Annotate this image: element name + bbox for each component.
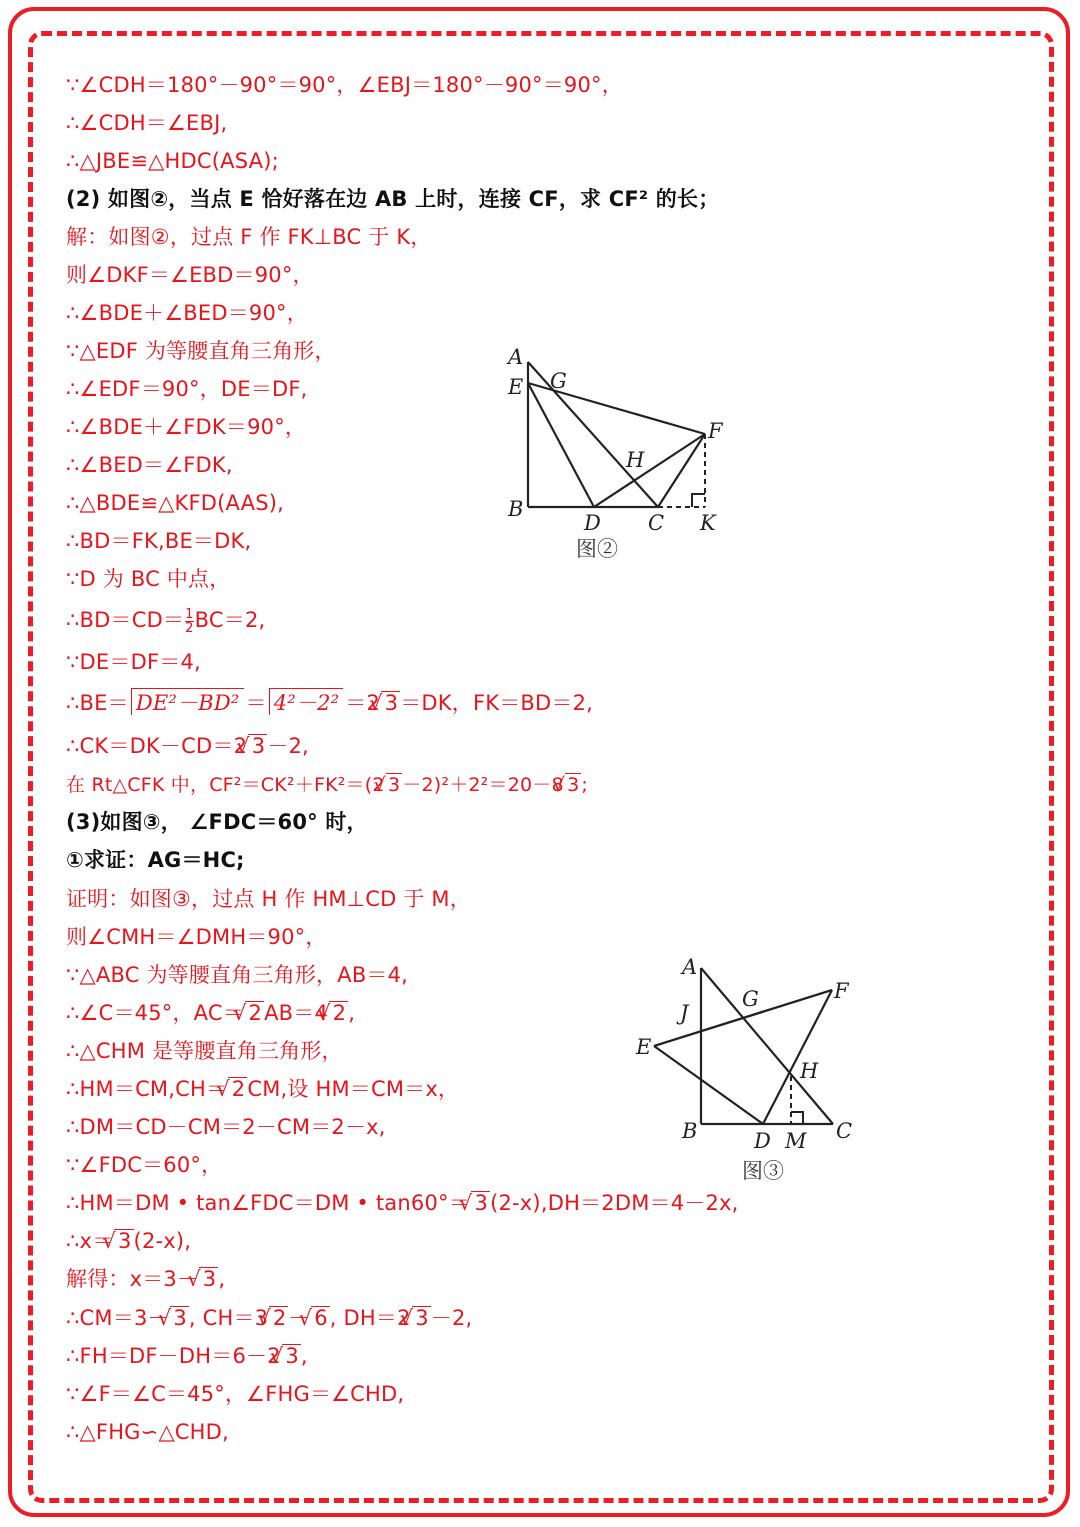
figure-3-caption: 图③: [742, 1159, 784, 1183]
label-D: D: [584, 511, 601, 535]
figure-2: [500, 340, 740, 565]
label-F: F: [834, 979, 849, 1003]
text-line: 则∠DKF＝∠EBD＝90°，: [66, 263, 314, 287]
text-line: ∵D 为 BC 中点，: [66, 567, 231, 591]
text-line: ∵∠CDH＝180°－90°＝90°，∠EBJ＝180°－90°＝90°，: [66, 73, 623, 97]
text-line: ∴FH＝DF－DH＝6－2√ 3,: [66, 1341, 308, 1371]
text-line: ∴HM＝CM,CH＝√ 2CM,设 HM＝CM＝x，: [66, 1074, 459, 1104]
text-line: 证明：如图③，过点 H 作 HM⊥CD 于 M，: [66, 887, 471, 911]
text-line: ∴BE＝ DE²－BD² ＝ 4²－2² ＝2√ 3＝DK，FK＝BD＝2,: [66, 688, 593, 718]
text-line: ∴∠EDF＝90°，DE＝DF,: [66, 377, 308, 401]
label-D: D: [754, 1129, 771, 1153]
label-C: C: [648, 511, 665, 535]
label-H: H: [800, 1059, 819, 1083]
label-G: G: [742, 987, 759, 1011]
label-E: E: [636, 1035, 652, 1059]
text-line: ∴△FHG∽△CHD,: [66, 1420, 229, 1444]
label-G: G: [550, 369, 567, 393]
text-line: ∴△CHM 是等腰直角三角形，: [66, 1039, 343, 1063]
label-H: H: [626, 448, 645, 472]
label-A: A: [682, 955, 698, 979]
text-line: ∵△ABC 为等腰直角三角形，AB＝4,: [66, 963, 409, 987]
question-3: (3)如图③， ∠FDC＝60° 时，: [66, 810, 368, 834]
text-line: ∴BD＝FK,BE＝DK,: [66, 529, 252, 553]
label-M: M: [785, 1129, 807, 1153]
text-line: 解：如图②，过点 F 作 FK⊥BC 于 K，: [66, 225, 432, 249]
text-line: ∴∠CDH＝∠EBJ,: [66, 111, 228, 135]
text-line: ∵△EDF 为等腰直角三角形，: [66, 339, 336, 363]
text-line: 在 Rt△CFK 中，CF²＝CK²＋FK²＝(2√ 3 －2)²＋2²＝20－8√ 3 ;: [66, 770, 588, 800]
label-C: C: [836, 1119, 853, 1143]
text-line: ∴∠C＝45°，AC＝√ 2AB＝4√ 2,: [66, 998, 355, 1028]
text-line: ∴△JBE≌△HDC(ASA);: [66, 149, 279, 173]
text-line: ∴x＝√ 3(2-x),: [66, 1226, 191, 1256]
text-line: ∵∠F＝∠C＝45°，∠FHG＝∠CHD,: [66, 1382, 405, 1406]
text-line: 则∠CMH＝∠DMH＝90°，: [66, 925, 327, 949]
figure-3: [630, 948, 870, 1188]
figure-2-caption: 图②: [576, 537, 618, 561]
text-line: ∴∠BDE＋∠FDK＝90°，: [66, 415, 307, 439]
text-line: ∴HM＝DM • tan∠FDC＝DM • tan60°＝√ 3(2-x),DH＝2DM＝4－2x,: [66, 1188, 739, 1218]
label-B: B: [508, 497, 524, 521]
label-J: J: [680, 1001, 689, 1025]
text-line: ∴BD＝CD＝ $\frac{1}{2}$ BC＝2,: [66, 606, 266, 636]
text-line: ∴CK＝DK－CD＝2√ 3－2,: [66, 731, 309, 761]
label-B: B: [682, 1119, 698, 1143]
label-A: A: [508, 345, 524, 369]
question-3-1: ①求证：AG＝HC;: [66, 848, 245, 872]
text-line: ∵∠FDC＝60°，: [66, 1153, 223, 1177]
label-E: E: [508, 375, 524, 399]
text-line: ∴CM＝3－√ 3, CH＝3√ 2－√ 6, DH＝2√ 3－2,: [66, 1303, 472, 1333]
label-K: K: [700, 511, 716, 535]
text-line: ∴∠BED＝∠FDK,: [66, 453, 233, 477]
text-line: ∴DM＝CD－CM＝2－CM＝2－x,: [66, 1115, 386, 1139]
text-line: 解得：x＝3－√ 3,: [66, 1264, 225, 1294]
text-line: ∴∠BDE＋∠BED＝90°，: [66, 301, 308, 325]
text-line: ∴△BDE≌△KFD(AAS),: [66, 491, 285, 515]
text-line: ∵DE＝DF＝4,: [66, 650, 201, 674]
question-2: (2) 如图②，当点 E 恰好落在边 AB 上时，连接 CF，求 CF² 的长；: [66, 187, 720, 211]
label-F: F: [708, 419, 723, 443]
